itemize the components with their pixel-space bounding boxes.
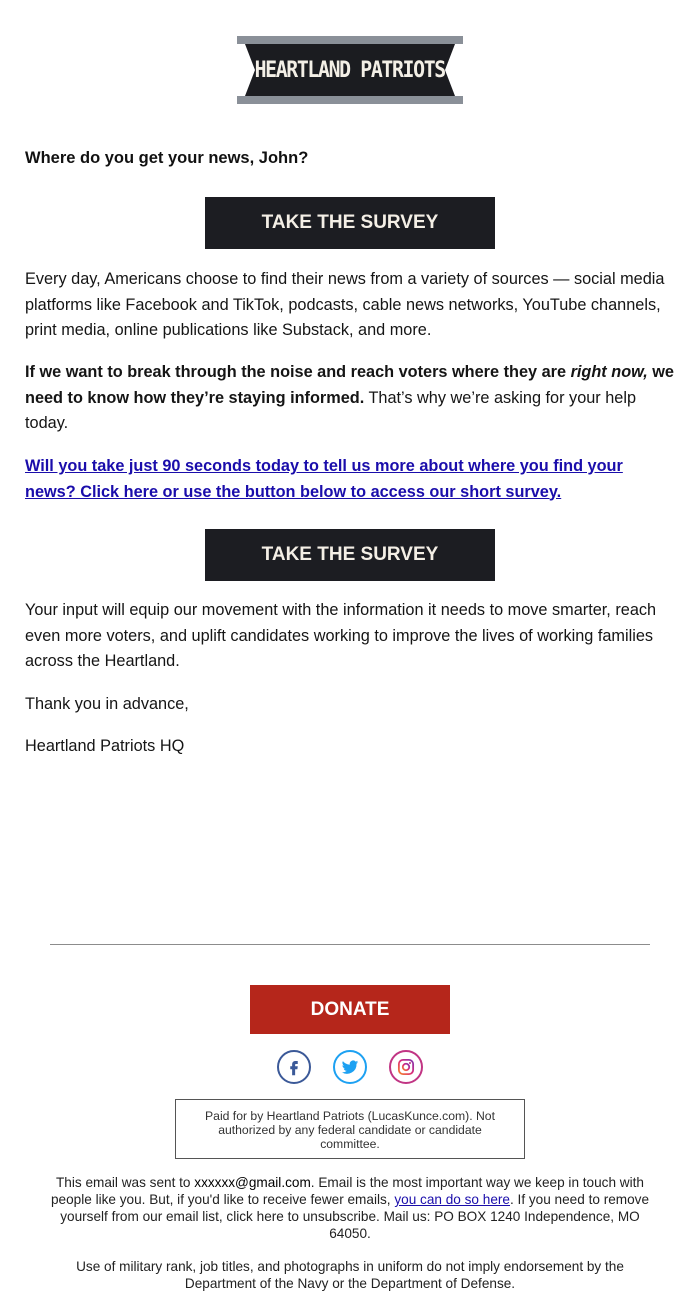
ask-bold-italic: right now,: [570, 363, 648, 381]
facebook-glyph: [285, 1058, 303, 1076]
logo-left-notch: [245, 44, 255, 96]
take-survey-button-top[interactable]: TAKE THE SURVEY: [205, 197, 495, 249]
paid-for-disclaimer: Paid for by Heartland Patriots (LucasKunce.com). Not authorized by any federal candidate or candidate committee.: [175, 1099, 525, 1159]
recipient-email: xxxxxx@gmail.com: [194, 1175, 311, 1190]
logo-right-notch: [445, 44, 455, 96]
logo-bottom-band: [237, 96, 463, 104]
military-disclaimer: Use of military rank, job titles, and photographs in uniform do not imply endorsement by the Department of the Navy or the Department of Defense.: [76, 1259, 624, 1291]
survey-link-paragraph: [25, 454, 675, 505]
fewer-emails-link[interactable]: you can do so here: [394, 1192, 510, 1207]
ask-plain: That’s why we’re asking for your help today.: [25, 388, 637, 432]
instagram-icon[interactable]: [389, 1050, 423, 1084]
ask-bold-a: If we want to break through the noise and reach voters where they are: [25, 363, 571, 381]
input-paragraph: Your input will equip our movement with the information it needs to move smarter, reach even more voters, and uplift candidates working to improve the lives of working families across the Heartland.: [25, 601, 657, 670]
donate-button[interactable]: DONATE: [250, 985, 450, 1034]
ask-paragraph: [25, 360, 675, 437]
take-survey-button-bottom[interactable]: TAKE THE SURVEY: [205, 529, 495, 581]
facebook-icon[interactable]: [277, 1050, 311, 1084]
ask-bold-b: we need to know how they’re staying informed.: [25, 363, 674, 407]
sent-prefix: This email was sent to: [56, 1175, 195, 1190]
logo-text: HEARTLAND PATRIOTS: [254, 57, 446, 83]
twitter-glyph: [340, 1058, 360, 1076]
signoff: Thank you in advance,: [25, 695, 189, 713]
logo-banner: [245, 44, 455, 96]
logo-top-band: [237, 36, 463, 44]
sent-suffix: . If you need to remove yourself from our email list, click here to unsubscribe. Mail us: PO BOX 1240 Independence, MO 64050.: [60, 1192, 650, 1241]
heartland-patriots-logo: [237, 36, 463, 104]
survey-text-link[interactable]: Will you take just 90 seconds today to tell us more about where you find your news? Click here or use the button below to access our short survey.: [25, 457, 623, 501]
signature: Heartland Patriots HQ: [25, 737, 185, 755]
sent-middle: . Email is the most important way we keep in touch with people like you. But, if you'd like to receive fewer emails,: [50, 1175, 644, 1207]
footer-divider: [50, 944, 650, 945]
instagram-glyph: [397, 1058, 415, 1076]
greeting-heading: Where do you get your news, John?: [25, 149, 309, 167]
twitter-icon[interactable]: [333, 1050, 367, 1084]
intro-paragraph: Every day, Americans choose to find their news from a variety of sources — social media platforms like Facebook and TikTok, podcasts, cable news networks, YouTube channels, print media, online publications like Substack, and more.: [25, 270, 665, 339]
email-notice: [45, 1174, 655, 1242]
